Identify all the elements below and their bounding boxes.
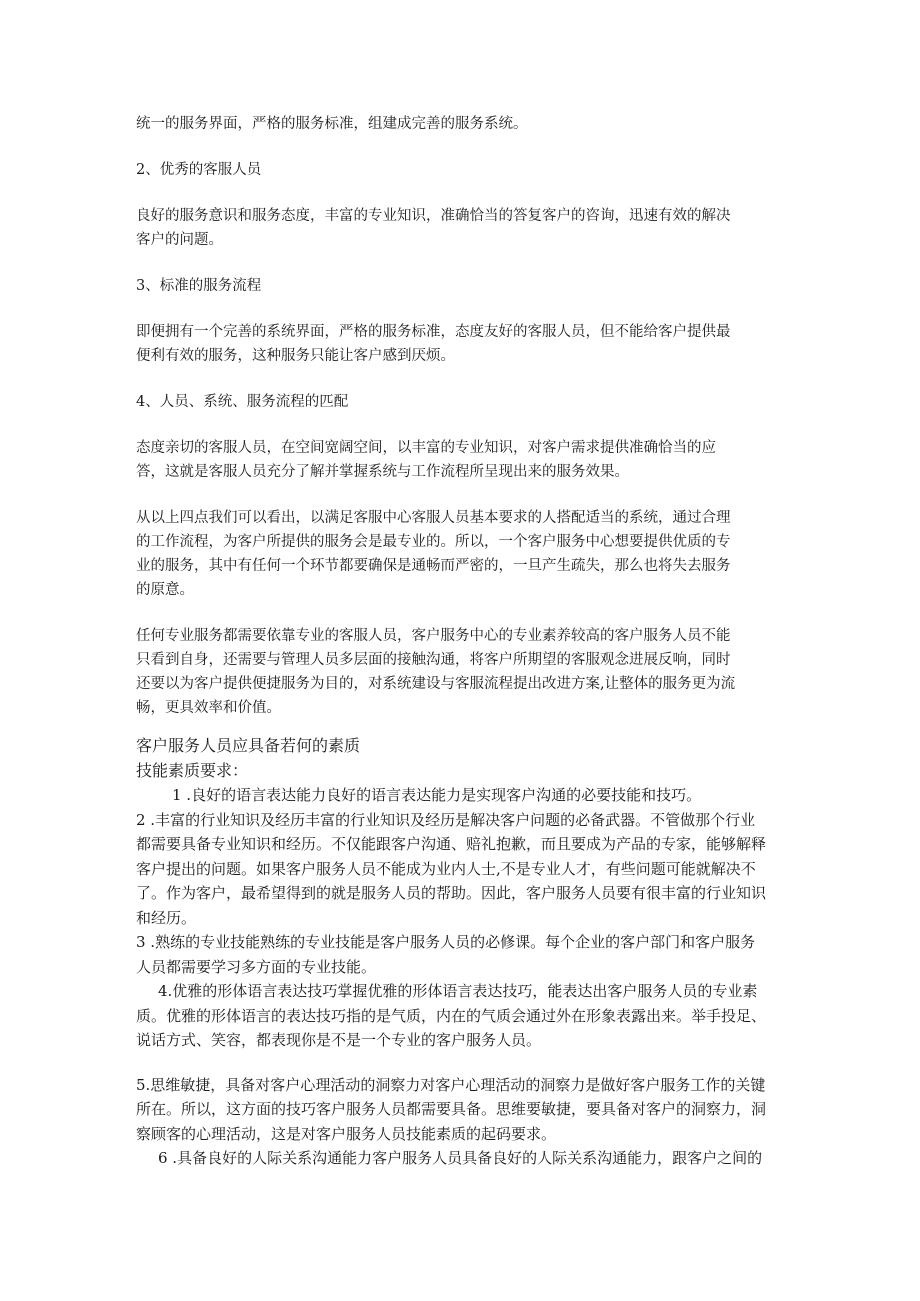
paragraph-line: 从以上四点我们可以看出，以满足客服中心客服人员基本要求的人搭配适当的系统，通过合理 bbox=[136, 510, 731, 526]
section-title: 客户服务人员应具备若何的素质 bbox=[136, 736, 361, 755]
paragraph: 统一的服务界面，严格的服务标准，组建成完善的服务系统。 bbox=[136, 116, 528, 132]
list-item-line: 都需要具备专业知识和经历。不仅能跟客户沟通、赔礼抱歉，而且要成为产品的专家，能够解释 bbox=[136, 835, 767, 853]
section-heading: 3、标准的服务流程 bbox=[136, 278, 262, 294]
list-item-line: 质。优雅的形体语言的表达技巧指的是气质，内在的气质会通过外在形象表露出来。举手投足、 bbox=[136, 1006, 767, 1025]
list-item-line: 5.思维敏捷，具备对客户心理活动的洞察力对客户心理活动的洞察力是做好客户服务工作的关键 bbox=[136, 1075, 766, 1094]
paragraph-line: 良好的服务意识和服务态度，丰富的专业知识，准确恰当的答复客户的咨询，迅速有效的解决 bbox=[136, 208, 731, 224]
paragraph-line: 的工作流程，为客户所提供的服务会是最专业的。所以，一个客户服务中心想要提供优质的专 bbox=[136, 534, 731, 550]
paragraph-line: 便利有效的服务，这种服务只能让客户感到厌烦。 bbox=[136, 348, 455, 364]
list-item-line: 所在。所以，这方面的技巧客户服务人员都需要具备。思维要敏捷，要具备对客户的洞察力，洞 bbox=[136, 1100, 767, 1118]
paragraph-line: 即便拥有一个完善的系统界面，严格的服务标准，态度友好的客服人员，但不能给客户提供最 bbox=[136, 324, 731, 340]
paragraph-line: 业的服务，其中有任何一个环节都要确保是通畅而严密的，一旦产生疏失，那么也将失去服务 bbox=[136, 558, 731, 574]
paragraph-line: 答，这就是客服人员充分了解并掌握系统与工作流程所呈现出来的服务效果。 bbox=[136, 464, 629, 480]
list-item-line: 了。作为客户，最希望得到的就是服务人员的帮助。因此，客户服务人员要有很丰富的行业知识 bbox=[136, 884, 767, 902]
list-item-line: 4.优雅的形体语言表达技巧掌握优雅的形体语言表达技巧，能表达出客户服务人员的专业素 bbox=[158, 982, 758, 1000]
paragraph-line: 态度亲切的客服人员，在空间宽阔空间，以丰富的专业知识，对客户需求提供准确恰当的应 bbox=[136, 440, 716, 456]
section-heading: 4、人员、系统、服务流程的匹配 bbox=[136, 394, 349, 410]
paragraph-line: 畅，更具效率和价值。 bbox=[136, 700, 281, 716]
paragraph-line: 还要以为客户提供便捷服务为目的，对系统建设与客服流程提出改进方案,让整体的服务更为流 bbox=[136, 676, 736, 692]
section-heading: 2、优秀的客服人员 bbox=[136, 162, 262, 178]
upper-section bbox=[136, 112, 786, 720]
list-item-line: 察顾客的心理活动，这是对客户服务人员技能素质的起码要求。 bbox=[136, 1124, 557, 1143]
list-item-line: 6 .具备良好的人际关系沟通能力客户服务人员具备良好的人际关系沟通能力，跟客户之间的 bbox=[158, 1149, 763, 1167]
list-item-line: 3 .熟练的专业技能熟练的专业技能是客户服务人员的必修课。每个企业的客户部门和客户服务 bbox=[136, 933, 756, 951]
list-item-line: 人员都需要学习多方面的专业技能。 bbox=[136, 957, 377, 976]
paragraph-line: 任何专业服务都需要依靠专业的客服人员，客户服务中心的专业素养较高的客户服务人员不能 bbox=[136, 628, 731, 644]
list-item-line: 说话方式、笑容，都表现你是不是一个专业的客户服务人员。 bbox=[136, 1031, 542, 1049]
list-item-line: 和经历。 bbox=[136, 908, 197, 927]
lower-section bbox=[136, 734, 796, 1171]
list-item-line: 客户提出的问题。如果客户服务人员不能成为业内人士,不是专业人才，有些问题可能就解决不 bbox=[136, 859, 756, 878]
list-item-line: 2 .丰富的行业知识及经历丰富的行业知识及经历是解决客户问题的必备武器。不管做那个行业 bbox=[136, 810, 756, 829]
paragraph-line: 只看到自身，还需要与管理人员多层面的接触沟通，将客户所期望的客服观念进展反响，同时 bbox=[136, 652, 731, 668]
section-subtitle: 技能素质要求： bbox=[136, 760, 249, 780]
list-item: 1 .良好的语言表达能力良好的语言表达能力是实现客户沟通的必要技能和技巧。 bbox=[172, 786, 702, 804]
paragraph-line: 客户的问题。 bbox=[136, 232, 223, 248]
paragraph-line: 的原意。 bbox=[136, 582, 194, 598]
